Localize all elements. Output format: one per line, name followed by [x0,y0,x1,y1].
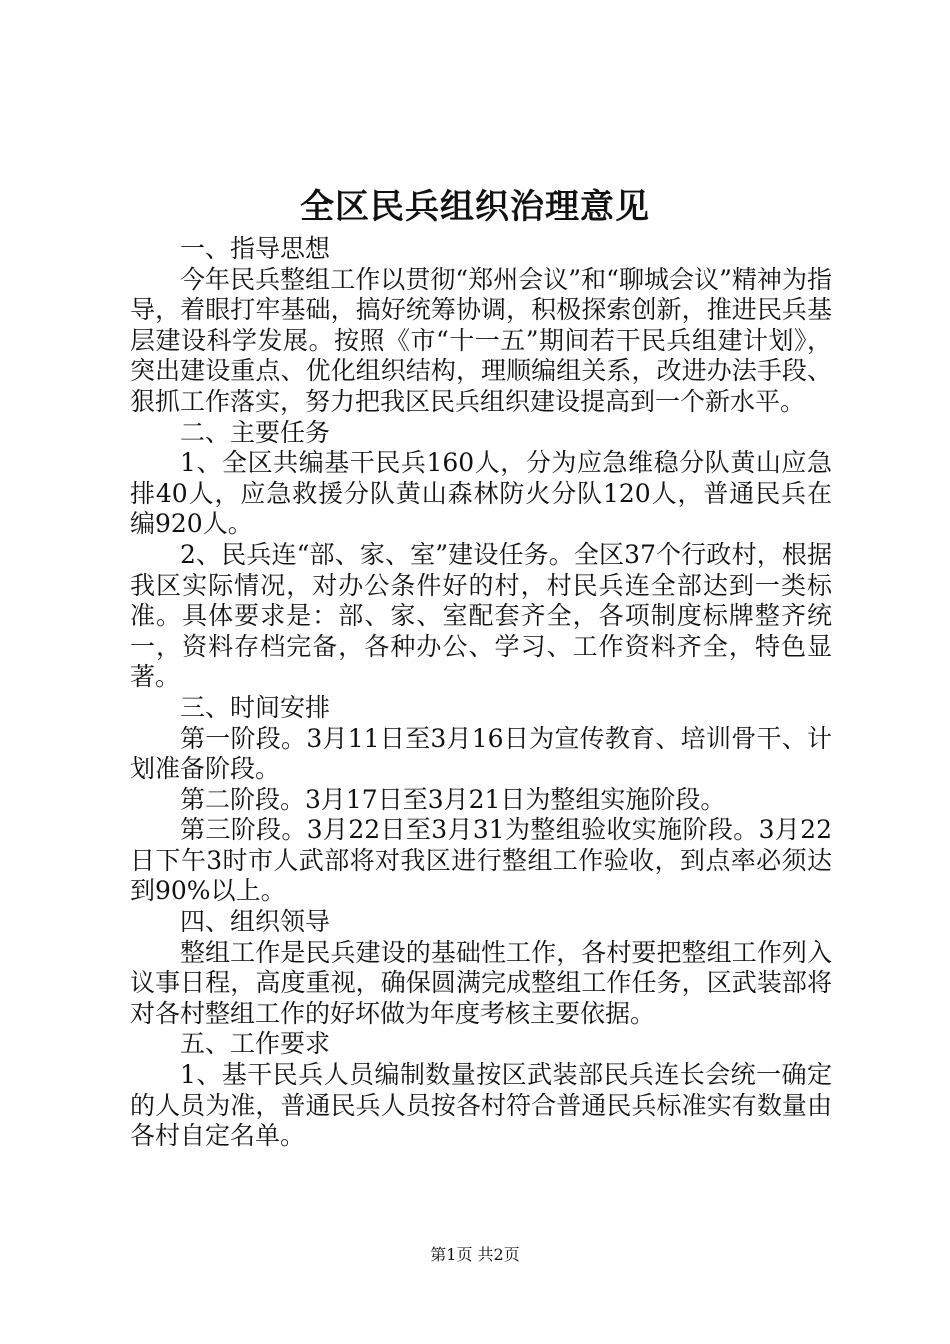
page-number: 第1页 [430,1245,473,1264]
paragraph-stage-1: 第一阶段。3月11日至3月16日为宣传教育、培训骨干、计划准备阶段。 [130,723,832,784]
page-footer [0,1244,950,1266]
paragraph-requirement-1: 1、基干民兵人员编制数量按区武装部民兵连长会统一确定的人员为准，普通民兵人员按各村符合普通民兵标准实有数量由各村自定名单。 [130,1060,832,1151]
section-heading-main-tasks: 二、主要任务 [180,417,331,447]
page-total: 共2页 [477,1245,520,1264]
document-body [130,234,832,1152]
paragraph-stage-2: 第二阶段。3月17日至3月21日为整组实施阶段。 [180,784,726,814]
paragraph-task-1: 1、全区共编基干民兵160人，分为应急维稳分队黄山应急排40人，应急救援分队黄山森林防火分队120人，普通民兵在编920人。 [130,448,832,539]
section-heading-requirements: 五、工作要求 [180,1029,331,1059]
paragraph-leadership: 整组工作是民兵建设的基础性工作，各村要把整组工作列入议事日程，高度重视，确保圆满完成整组工作任务，区武装部将对各村整组工作的好坏做为年度考核主要依据。 [130,937,832,1028]
paragraph-task-2: 2、民兵连“部、家、室”建设任务。全区37个行政村，根据我区实际情况，对办公条件好的村，村民兵连全部达到一类标准。具体要求是：部、家、室配套齐全，各项制度标牌整齐统一，资料存档完备，各种办公、学习、工作资料齐全，特色显著。 [130,539,832,692]
section-heading-leadership: 四、组织领导 [180,907,331,937]
section-heading-guiding-ideology: 一、指导思想 [180,234,331,263]
section-heading-schedule: 三、时间安排 [180,692,331,722]
paragraph-stage-3: 第三阶段。3月22日至3月31为整组验收实施阶段。3月22日下午3时市人武部将对我区进行整组工作验收，到点率必须达到90%以上。 [130,815,832,906]
document-title: 全区民兵组织治理意见 [300,187,650,227]
paragraph-guiding-ideology: 今年民兵整组工作以贯彻“郑州会议”和“聊城会议”精神为指导，着眼打牢基础，搞好统筹协调，积极探索创新，推进民兵基层建设科学发展。按照《市“十一五”期间若干民兵组建计划》，突出建设重点、优化组织结构，理顺编组关系，改进办法手段、狠抓工作落实，努力把我区民兵组织建设提高到一个新水平。 [130,264,832,416]
